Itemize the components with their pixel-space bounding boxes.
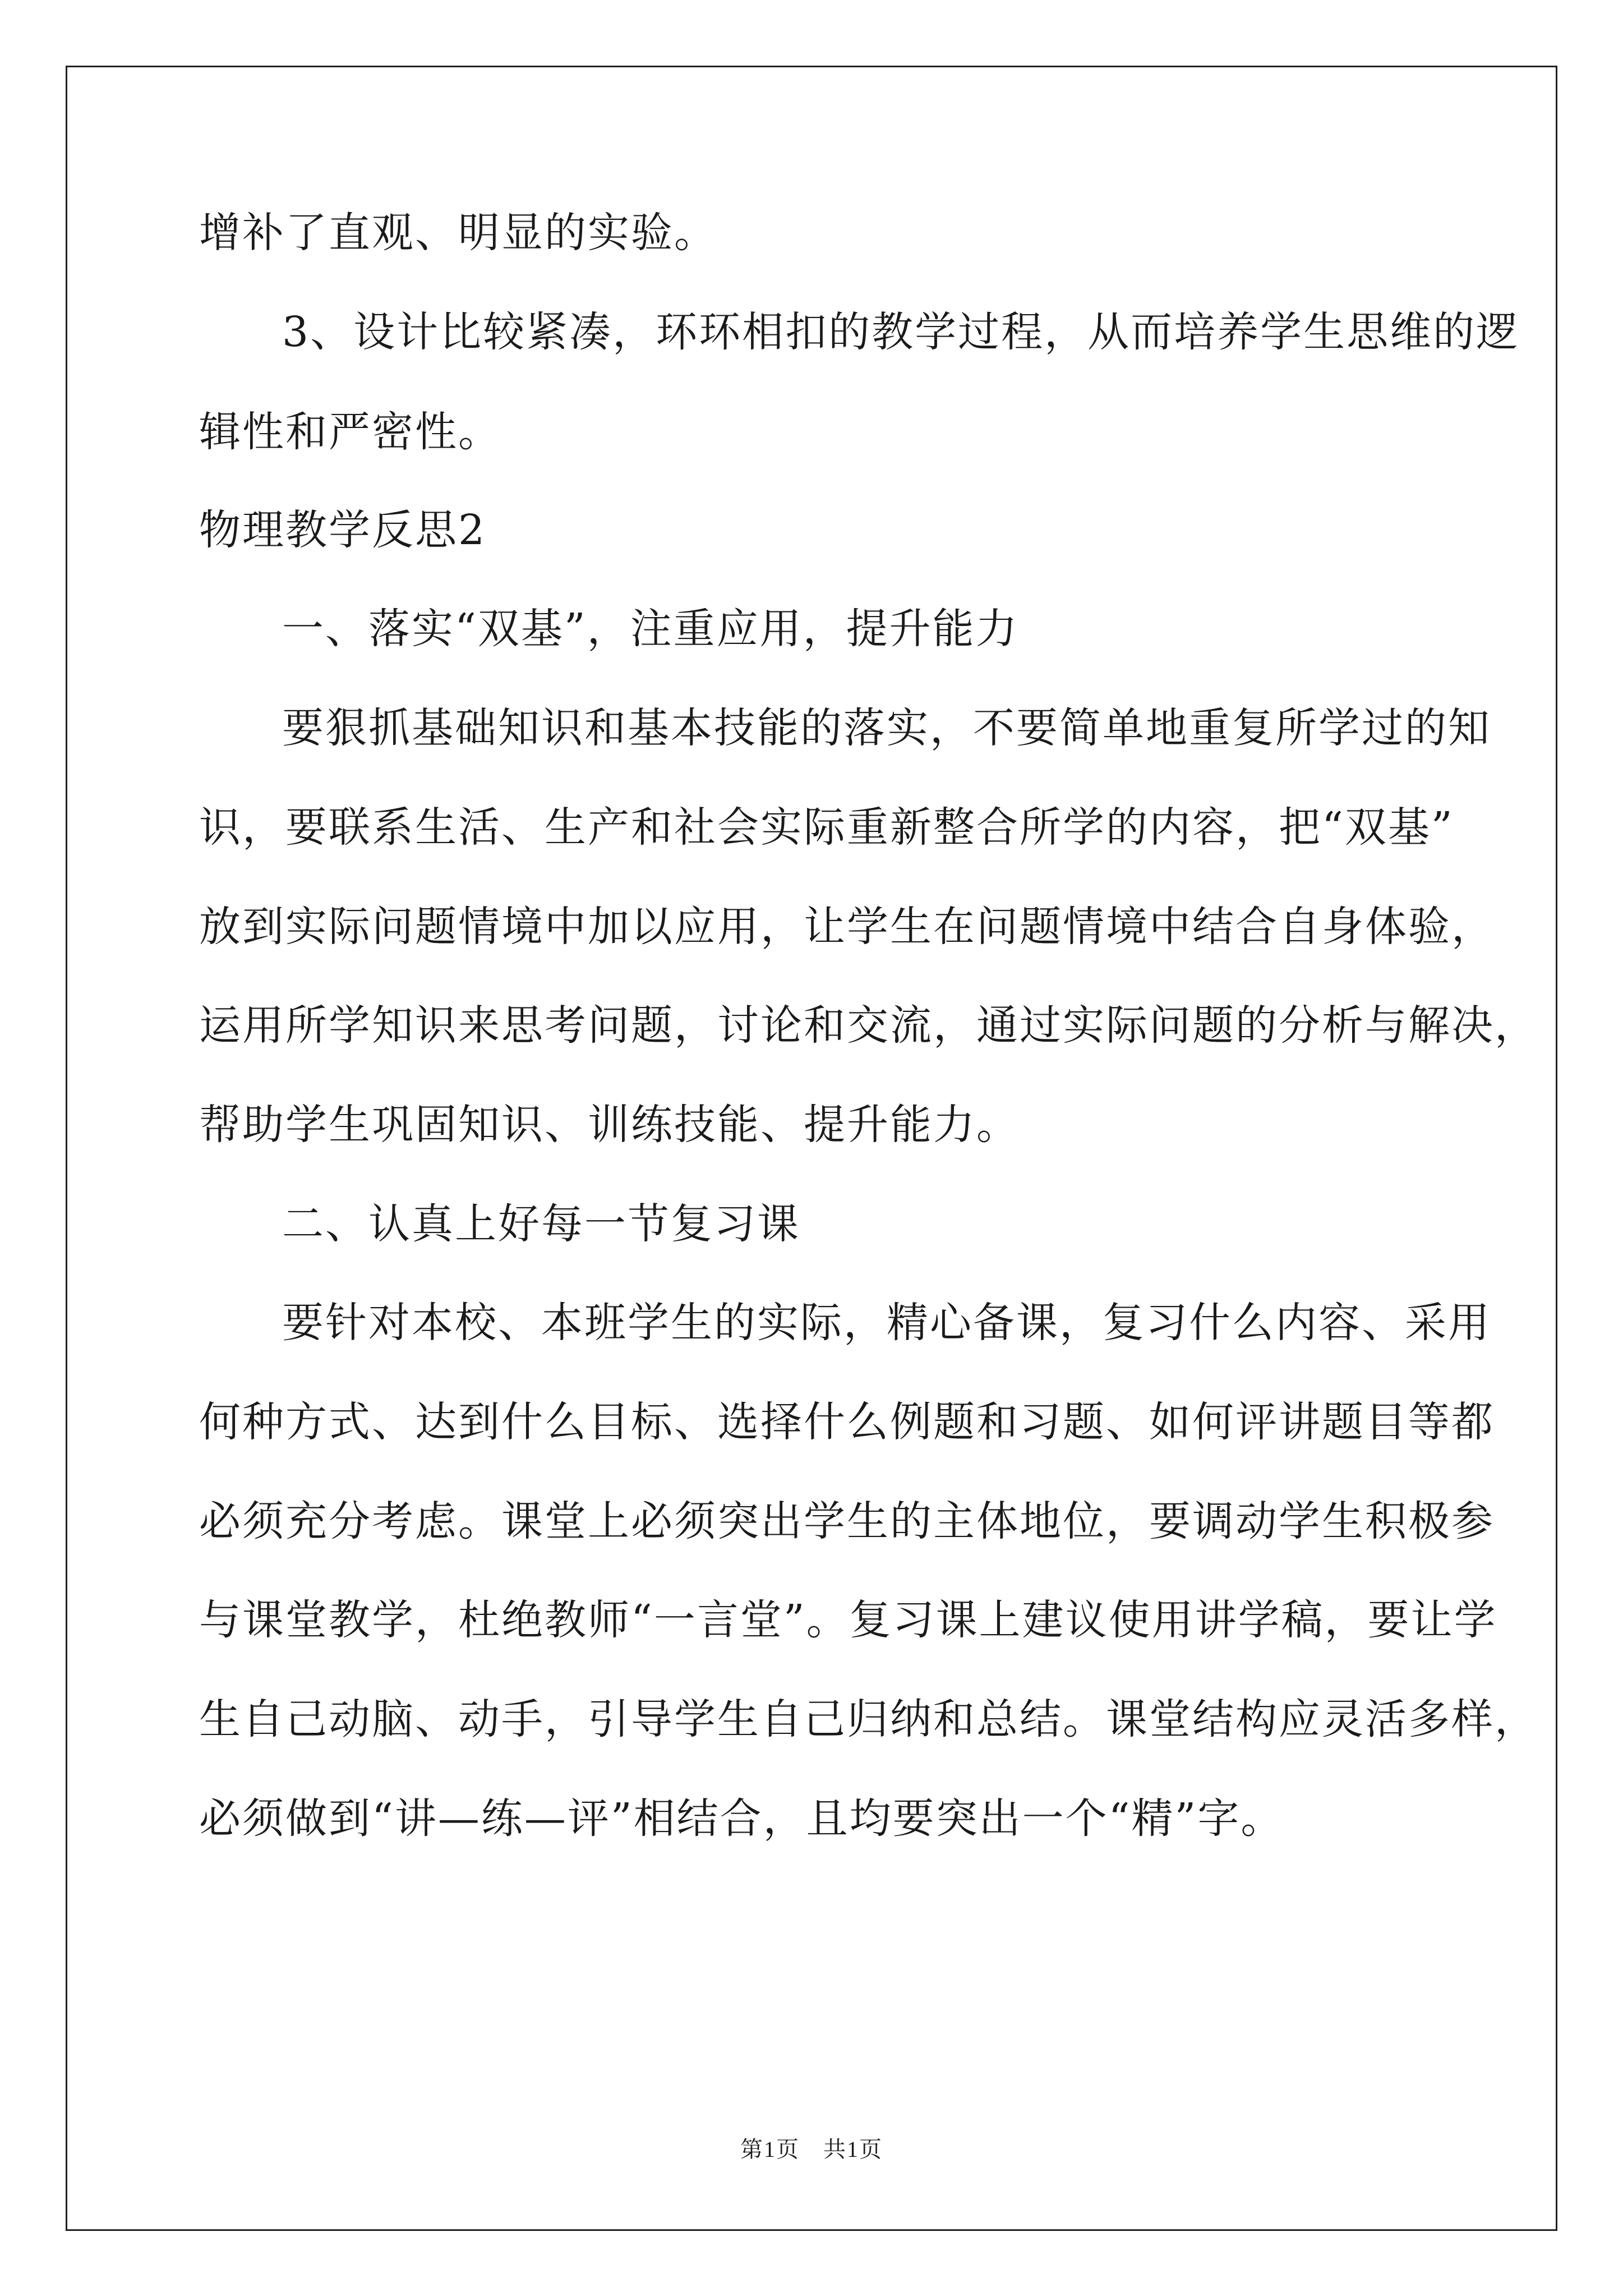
text-line: 识，要联系生活、生产和社会实际重新整合所学的内容，把“双基” — [199, 803, 1454, 852]
text-line: 与课堂教学，杜绝教师“一言堂”。复习课上建议使用讲学稿，要让学 — [199, 1596, 1497, 1644]
text-line: 要针对本校、本班学生的实际，精心备课，复习什么内容、采用 — [282, 1299, 1491, 1347]
text-line: 必须充分考虑。课堂上必须突出学生的主体地位，要调动学生积极参 — [199, 1497, 1495, 1545]
subsection-heading: 一、落实“双基”，注重应用，提升能力 — [282, 605, 1019, 653]
page-number: 第1页 共1页 — [740, 2137, 883, 2162]
subsection-heading: 二、认真上好每一节复习课 — [282, 1200, 800, 1248]
text-line: 生自己动脑、动手，引导学生自己归纳和总结。课堂结构应灵活多样， — [199, 1695, 1538, 1743]
text-line: 放到实际问题情境中加以应用，让学生在问题情境中结合自身体验， — [199, 903, 1495, 951]
text-line: 3、设计比较紧凑，环环相扣的教学过程，从而培养学生思维的逻 — [282, 308, 1520, 356]
text-line: 增补了直观、明显的实验。 — [199, 209, 717, 257]
text-line: 运用所学知识来思考问题，讨论和交流，通过实际问题的分析与解决， — [199, 1001, 1538, 1050]
text-line: 辑性和严密性。 — [199, 408, 501, 456]
text-line: 要狠抓基础知识和基本技能的落实，不要简单地重复所学过的知 — [282, 704, 1491, 752]
section-heading: 物理教学反思2 — [199, 506, 487, 554]
text-line: 帮助学生巩固知识、训练技能、提升能力。 — [199, 1101, 1020, 1149]
text-line: 何种方式、达到什么目标、选择什么例题和习题、如何评讲题目等都 — [199, 1398, 1495, 1446]
text-line: 必须做到“讲—练—评”相结合，且均要突出一个“精”字。 — [199, 1795, 1284, 1843]
